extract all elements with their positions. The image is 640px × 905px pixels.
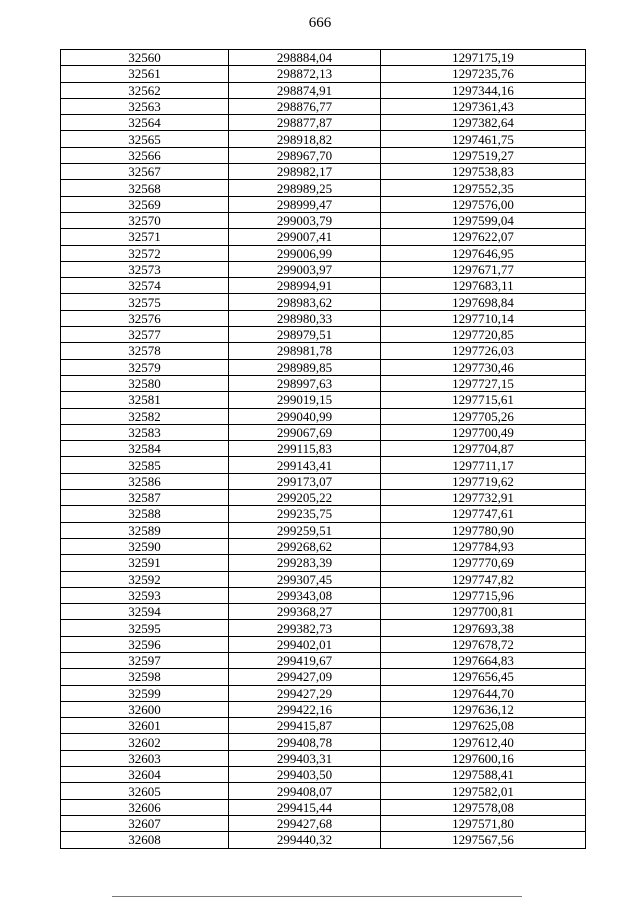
x-coordinate-cell: 298877,87 [229, 115, 381, 131]
x-coordinate-cell: 299343,08 [229, 587, 381, 603]
y-coordinate-cell: 1297519,27 [381, 147, 586, 163]
y-coordinate-cell: 1297719,62 [381, 473, 586, 489]
y-coordinate-cell: 1297726,03 [381, 343, 586, 359]
table-row [61, 278, 586, 294]
point-number-cell: 32571 [61, 229, 229, 245]
table-row [61, 799, 586, 815]
point-number-cell: 32594 [61, 604, 229, 620]
table-row [61, 164, 586, 180]
x-coordinate-cell: 298979,51 [229, 327, 381, 343]
x-coordinate-cell: 298989,25 [229, 180, 381, 196]
y-coordinate-cell: 1297622,07 [381, 229, 586, 245]
x-coordinate-cell: 298999,47 [229, 196, 381, 212]
y-coordinate-cell: 1297461,75 [381, 131, 586, 147]
y-coordinate-cell: 1297710,14 [381, 310, 586, 326]
point-number-cell: 32583 [61, 424, 229, 440]
y-coordinate-cell: 1297344,16 [381, 82, 586, 98]
table-row [61, 636, 586, 652]
point-number-cell: 32565 [61, 131, 229, 147]
x-coordinate-cell: 299402,01 [229, 636, 381, 652]
table-row [61, 815, 586, 831]
y-coordinate-cell: 1297175,19 [381, 50, 586, 66]
point-number-cell: 32566 [61, 147, 229, 163]
x-coordinate-cell: 298876,77 [229, 98, 381, 114]
x-coordinate-cell: 298918,82 [229, 131, 381, 147]
point-number-cell: 32601 [61, 718, 229, 734]
table-row [61, 734, 586, 750]
y-coordinate-cell: 1297599,04 [381, 212, 586, 228]
y-coordinate-cell: 1297361,43 [381, 98, 586, 114]
x-coordinate-cell: 299427,09 [229, 669, 381, 685]
x-coordinate-cell: 298982,17 [229, 164, 381, 180]
point-number-cell: 32588 [61, 506, 229, 522]
y-coordinate-cell: 1297715,61 [381, 392, 586, 408]
y-coordinate-cell: 1297780,90 [381, 522, 586, 538]
x-coordinate-cell: 298981,78 [229, 343, 381, 359]
point-number-cell: 32606 [61, 799, 229, 815]
x-coordinate-cell: 298872,13 [229, 66, 381, 82]
table-row [61, 115, 586, 131]
x-coordinate-cell: 299259,51 [229, 522, 381, 538]
coordinates-table-body [61, 50, 586, 849]
point-number-cell: 32598 [61, 669, 229, 685]
x-coordinate-cell: 299115,83 [229, 441, 381, 457]
point-number-cell: 32592 [61, 571, 229, 587]
table-row [61, 229, 586, 245]
point-number-cell: 32599 [61, 685, 229, 701]
table-row [61, 196, 586, 212]
y-coordinate-cell: 1297578,08 [381, 799, 586, 815]
x-coordinate-cell: 299268,62 [229, 538, 381, 554]
point-number-cell: 32603 [61, 750, 229, 766]
y-coordinate-cell: 1297700,49 [381, 424, 586, 440]
y-coordinate-cell: 1297576,00 [381, 196, 586, 212]
y-coordinate-cell: 1297747,82 [381, 571, 586, 587]
point-number-cell: 32600 [61, 701, 229, 717]
y-coordinate-cell: 1297588,41 [381, 767, 586, 783]
table-row [61, 587, 586, 603]
x-coordinate-cell: 299019,15 [229, 392, 381, 408]
point-number-cell: 32590 [61, 538, 229, 554]
point-number-cell: 32607 [61, 815, 229, 831]
x-coordinate-cell: 299173,07 [229, 473, 381, 489]
y-coordinate-cell: 1297664,83 [381, 652, 586, 668]
point-number-cell: 32560 [61, 50, 229, 66]
x-coordinate-cell: 299408,78 [229, 734, 381, 750]
point-number-cell: 32597 [61, 652, 229, 668]
x-coordinate-cell: 299007,41 [229, 229, 381, 245]
table-row [61, 750, 586, 766]
table-row [61, 408, 586, 424]
point-number-cell: 32564 [61, 115, 229, 131]
y-coordinate-cell: 1297567,56 [381, 832, 586, 848]
y-coordinate-cell: 1297552,35 [381, 180, 586, 196]
table-row [61, 66, 586, 82]
y-coordinate-cell: 1297770,69 [381, 555, 586, 571]
x-coordinate-cell: 299408,07 [229, 783, 381, 799]
x-coordinate-cell: 299205,22 [229, 490, 381, 506]
x-coordinate-cell: 299415,44 [229, 799, 381, 815]
y-coordinate-cell: 1297612,40 [381, 734, 586, 750]
point-number-cell: 32582 [61, 408, 229, 424]
x-coordinate-cell: 298967,70 [229, 147, 381, 163]
x-coordinate-cell: 299283,39 [229, 555, 381, 571]
y-coordinate-cell: 1297711,17 [381, 457, 586, 473]
point-number-cell: 32573 [61, 261, 229, 277]
point-number-cell: 32575 [61, 294, 229, 310]
x-coordinate-cell: 299003,97 [229, 261, 381, 277]
x-coordinate-cell: 299403,50 [229, 767, 381, 783]
y-coordinate-cell: 1297730,46 [381, 359, 586, 375]
table-row [61, 522, 586, 538]
x-coordinate-cell: 298989,85 [229, 359, 381, 375]
table-row [61, 685, 586, 701]
y-coordinate-cell: 1297625,08 [381, 718, 586, 734]
y-coordinate-cell: 1297720,85 [381, 327, 586, 343]
x-coordinate-cell: 298994,91 [229, 278, 381, 294]
table-row [61, 620, 586, 636]
x-coordinate-cell: 299067,69 [229, 424, 381, 440]
point-number-cell: 32576 [61, 310, 229, 326]
point-number-cell: 32574 [61, 278, 229, 294]
y-coordinate-cell: 1297732,91 [381, 490, 586, 506]
y-coordinate-cell: 1297704,87 [381, 441, 586, 457]
y-coordinate-cell: 1297600,16 [381, 750, 586, 766]
table-row [61, 98, 586, 114]
point-number-cell: 32577 [61, 327, 229, 343]
table-row [61, 294, 586, 310]
point-number-cell: 32605 [61, 783, 229, 799]
bottom-rule [112, 896, 522, 897]
point-number-cell: 32593 [61, 587, 229, 603]
y-coordinate-cell: 1297538,83 [381, 164, 586, 180]
table-row [61, 669, 586, 685]
point-number-cell: 32563 [61, 98, 229, 114]
table-row [61, 767, 586, 783]
table-row [61, 457, 586, 473]
x-coordinate-cell: 299003,79 [229, 212, 381, 228]
table-row [61, 212, 586, 228]
table-row [61, 473, 586, 489]
y-coordinate-cell: 1297705,26 [381, 408, 586, 424]
x-coordinate-cell: 299040,99 [229, 408, 381, 424]
point-number-cell: 32587 [61, 490, 229, 506]
table-row [61, 506, 586, 522]
table-row [61, 375, 586, 391]
table-row [61, 441, 586, 457]
point-number-cell: 32581 [61, 392, 229, 408]
point-number-cell: 32572 [61, 245, 229, 261]
x-coordinate-cell: 299235,75 [229, 506, 381, 522]
point-number-cell: 32562 [61, 82, 229, 98]
point-number-cell: 32602 [61, 734, 229, 750]
y-coordinate-cell: 1297683,11 [381, 278, 586, 294]
page-number: 666 [308, 15, 332, 31]
point-number-cell: 32567 [61, 164, 229, 180]
table-row [61, 490, 586, 506]
x-coordinate-cell: 299440,32 [229, 832, 381, 848]
point-number-cell: 32591 [61, 555, 229, 571]
y-coordinate-cell: 1297784,93 [381, 538, 586, 554]
point-number-cell: 32569 [61, 196, 229, 212]
table-row [61, 701, 586, 717]
table-row [61, 261, 586, 277]
y-coordinate-cell: 1297715,96 [381, 587, 586, 603]
x-coordinate-cell: 299415,87 [229, 718, 381, 734]
y-coordinate-cell: 1297700,81 [381, 604, 586, 620]
y-coordinate-cell: 1297235,76 [381, 66, 586, 82]
y-coordinate-cell: 1297636,12 [381, 701, 586, 717]
x-coordinate-cell: 299427,29 [229, 685, 381, 701]
y-coordinate-cell: 1297747,61 [381, 506, 586, 522]
point-number-cell: 32580 [61, 375, 229, 391]
table-row [61, 147, 586, 163]
y-coordinate-cell: 1297582,01 [381, 783, 586, 799]
table-row [61, 555, 586, 571]
table-row [61, 359, 586, 375]
table-row [61, 652, 586, 668]
table-row [61, 783, 586, 799]
point-number-cell: 32589 [61, 522, 229, 538]
table-row [61, 245, 586, 261]
point-number-cell: 32584 [61, 441, 229, 457]
x-coordinate-cell: 298884,04 [229, 50, 381, 66]
x-coordinate-cell: 299006,99 [229, 245, 381, 261]
y-coordinate-cell: 1297571,80 [381, 815, 586, 831]
table-row [61, 327, 586, 343]
table-row [61, 571, 586, 587]
y-coordinate-cell: 1297727,15 [381, 375, 586, 391]
point-number-cell: 32579 [61, 359, 229, 375]
table-row [61, 343, 586, 359]
table-row [61, 50, 586, 66]
point-number-cell: 32596 [61, 636, 229, 652]
table-row [61, 424, 586, 440]
y-coordinate-cell: 1297382,64 [381, 115, 586, 131]
table-row [61, 310, 586, 326]
y-coordinate-cell: 1297646,95 [381, 245, 586, 261]
point-number-cell: 32604 [61, 767, 229, 783]
x-coordinate-cell: 299419,67 [229, 652, 381, 668]
x-coordinate-cell: 299427,68 [229, 815, 381, 831]
point-number-cell: 32586 [61, 473, 229, 489]
table-row [61, 718, 586, 734]
x-coordinate-cell: 299368,27 [229, 604, 381, 620]
table-row [61, 604, 586, 620]
table-row [61, 392, 586, 408]
table-row [61, 180, 586, 196]
point-number-cell: 32570 [61, 212, 229, 228]
y-coordinate-cell: 1297656,45 [381, 669, 586, 685]
x-coordinate-cell: 298874,91 [229, 82, 381, 98]
y-coordinate-cell: 1297693,38 [381, 620, 586, 636]
coordinates-table [60, 49, 586, 849]
y-coordinate-cell: 1297644,70 [381, 685, 586, 701]
y-coordinate-cell: 1297671,77 [381, 261, 586, 277]
x-coordinate-cell: 299422,16 [229, 701, 381, 717]
x-coordinate-cell: 298980,33 [229, 310, 381, 326]
x-coordinate-cell: 299382,73 [229, 620, 381, 636]
x-coordinate-cell: 299143,41 [229, 457, 381, 473]
x-coordinate-cell: 299403,31 [229, 750, 381, 766]
point-number-cell: 32608 [61, 832, 229, 848]
point-number-cell: 32578 [61, 343, 229, 359]
table-row [61, 82, 586, 98]
point-number-cell: 32568 [61, 180, 229, 196]
table-row [61, 131, 586, 147]
x-coordinate-cell: 298997,63 [229, 375, 381, 391]
table-row [61, 832, 586, 848]
point-number-cell: 32585 [61, 457, 229, 473]
y-coordinate-cell: 1297698,84 [381, 294, 586, 310]
table-row [61, 538, 586, 554]
x-coordinate-cell: 298983,62 [229, 294, 381, 310]
point-number-cell: 32595 [61, 620, 229, 636]
point-number-cell: 32561 [61, 66, 229, 82]
x-coordinate-cell: 299307,45 [229, 571, 381, 587]
y-coordinate-cell: 1297678,72 [381, 636, 586, 652]
